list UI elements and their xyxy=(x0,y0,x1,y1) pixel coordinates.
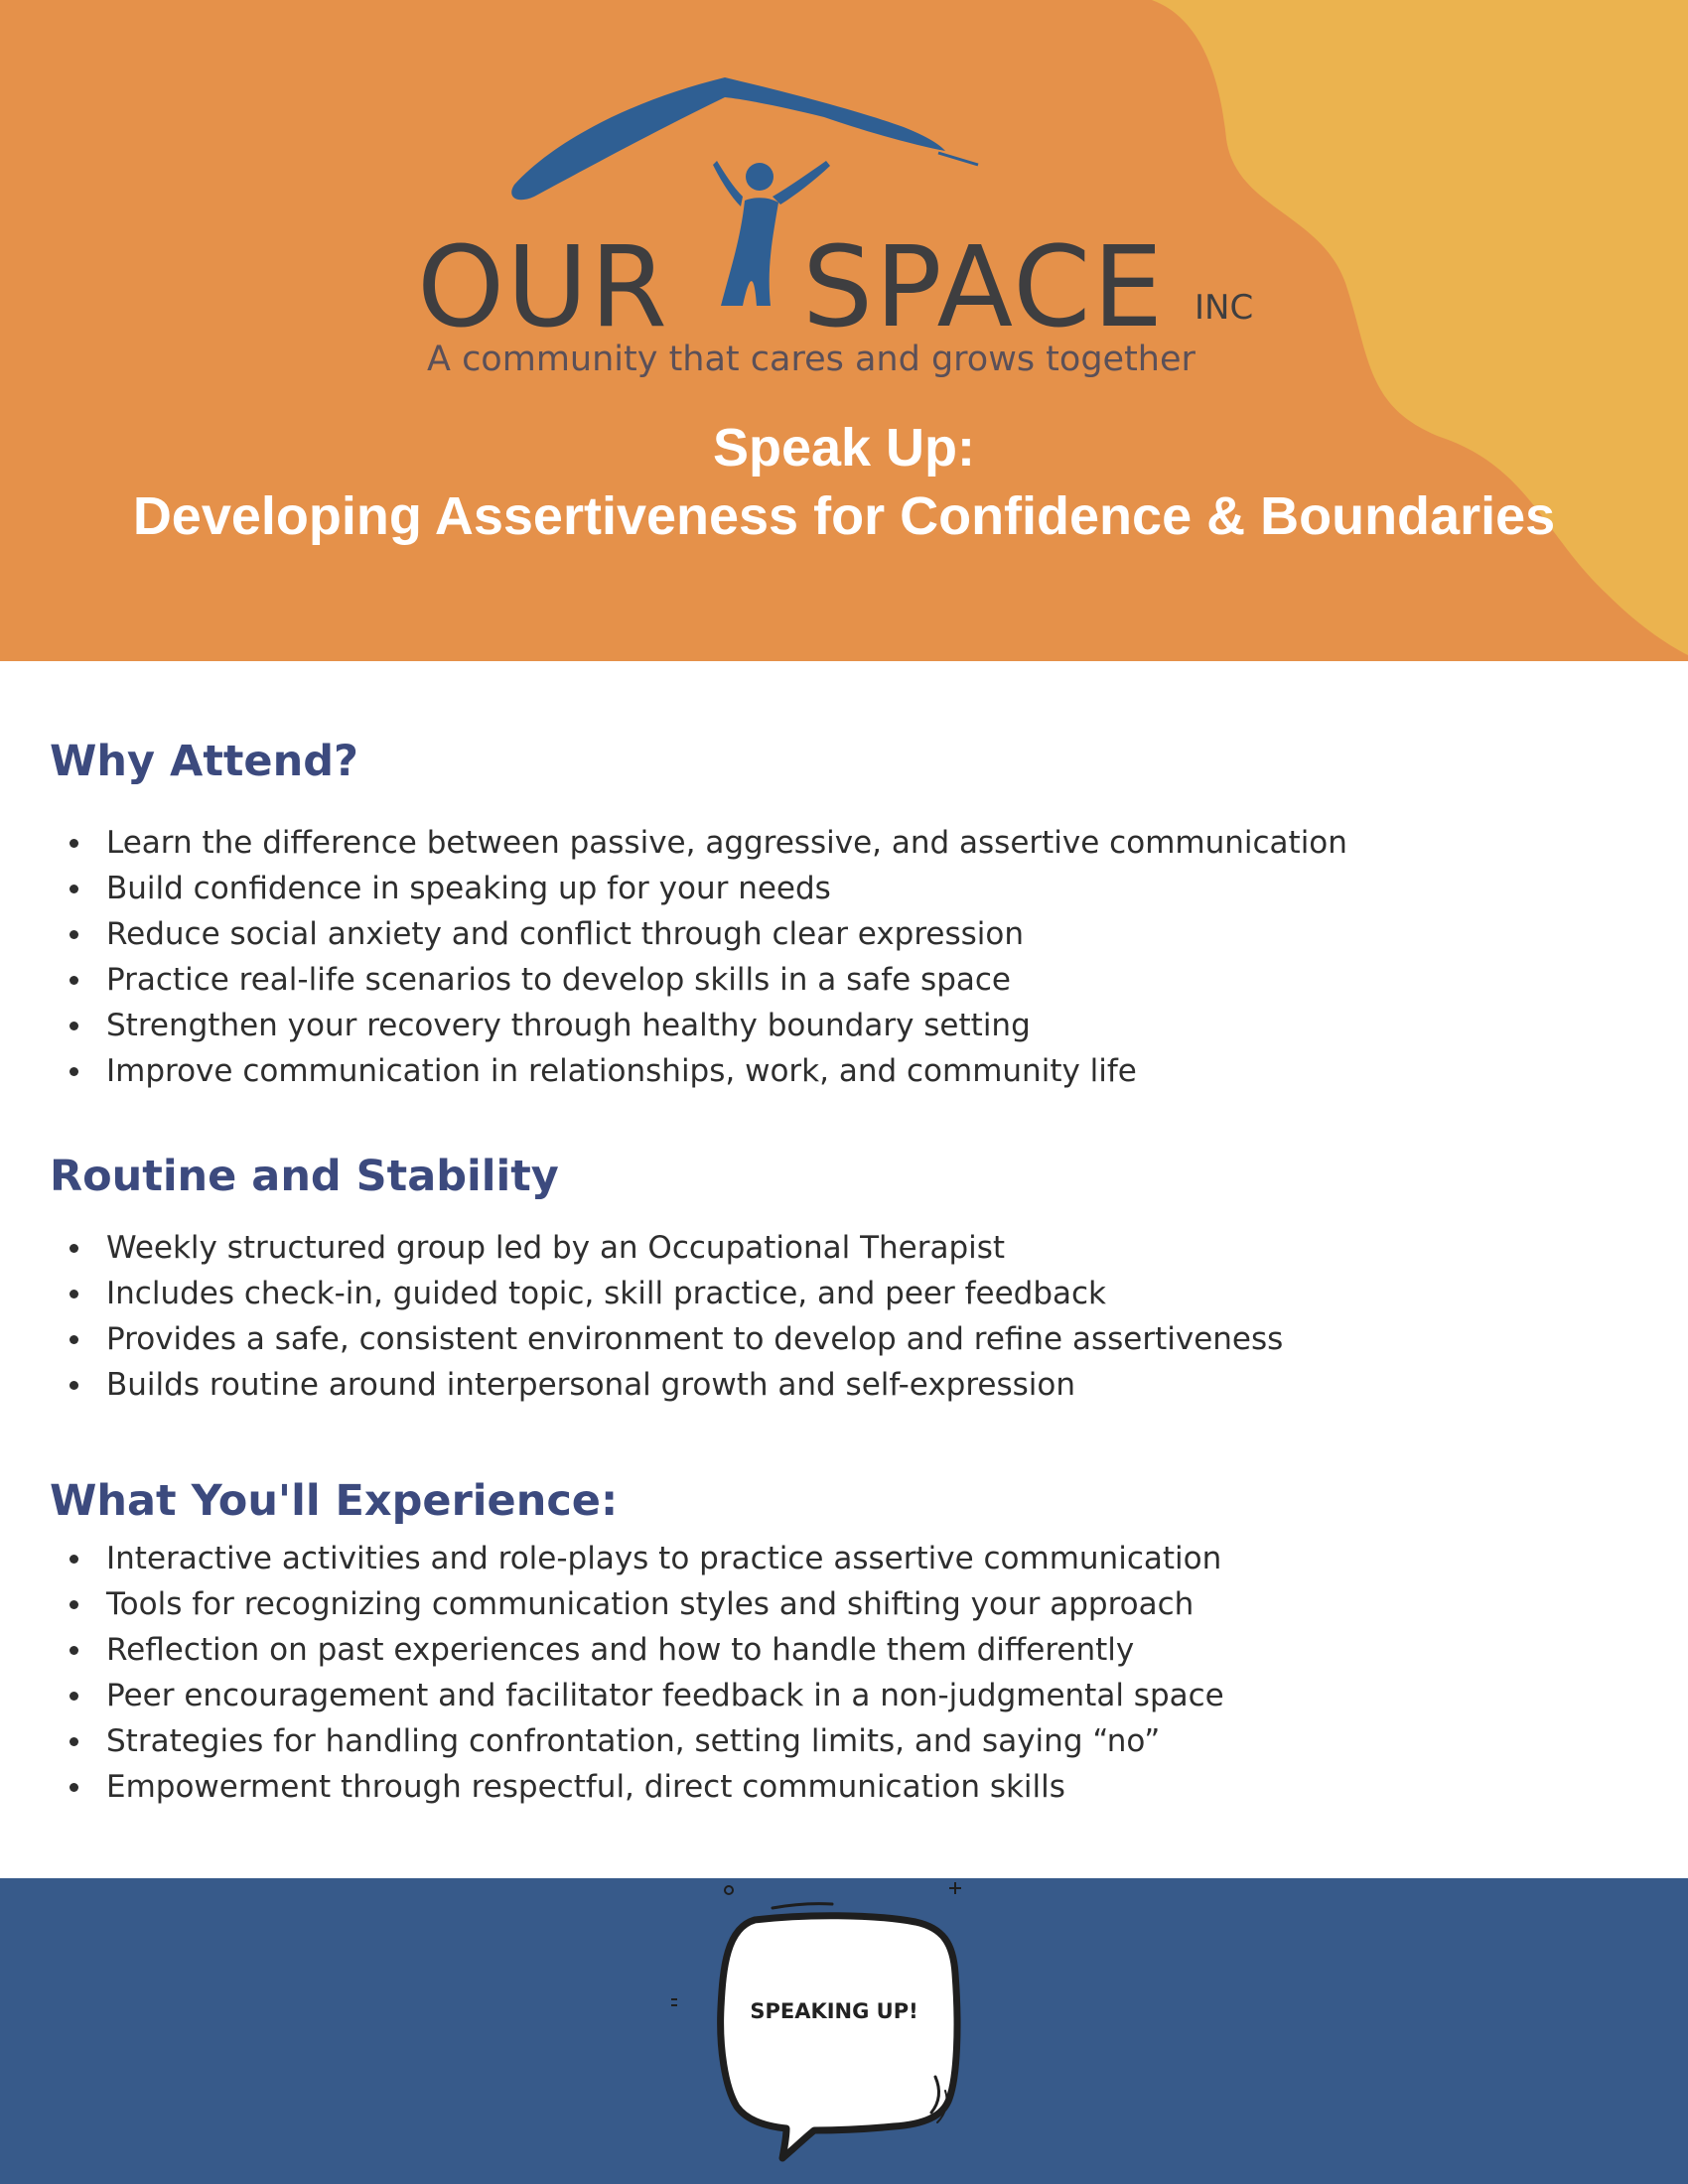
speech-bubble-text: SPEAKING UP! xyxy=(750,1999,918,2023)
speech-bubble-icon xyxy=(655,1878,1033,2184)
list-item: Strengthen your recovery through healthy boundary setting xyxy=(50,1003,1347,1048)
logo-suffix-inc: INC xyxy=(1195,288,1254,328)
bullet-list-routine xyxy=(50,1225,1283,1408)
section-heading-why-attend: Why Attend? xyxy=(50,737,358,786)
page-title-line2: Developing Assertiveness for Confidence & Boundaries xyxy=(132,486,1556,546)
page-title-line1: Speak Up: xyxy=(712,418,976,478)
list-item: Weekly structured group led by an Occupational Therapist xyxy=(50,1225,1283,1271)
list-item: Interactive activities and role-plays to practice assertive communication xyxy=(50,1536,1224,1581)
list-item: Strategies for handling confrontation, setting limits, and saying “no” xyxy=(50,1718,1224,1764)
list-item: Peer encouragement and facilitator feedback in a non-judgmental space xyxy=(50,1673,1224,1718)
list-item: Reflection on past experiences and how to handle them differently xyxy=(50,1627,1224,1673)
list-item: Tools for recognizing communication styles and shifting your approach xyxy=(50,1581,1224,1627)
section-heading-experience: What You'll Experience: xyxy=(50,1476,619,1526)
header-banner xyxy=(0,0,1688,661)
footer-band xyxy=(0,1878,1688,2184)
bullet-list-why-attend xyxy=(50,820,1347,1094)
list-item: Improve communication in relationships, work, and community life xyxy=(50,1048,1347,1094)
logo-word-space: SPACE xyxy=(802,223,1166,352)
list-item: Includes check-in, guided topic, skill practice, and peer feedback xyxy=(50,1271,1283,1316)
logo-tagline: A community that cares and grows together xyxy=(427,340,1196,379)
list-item: Learn the difference between passive, aggressive, and assertive communication xyxy=(50,820,1347,866)
section-heading-routine: Routine and Stability xyxy=(50,1152,559,1201)
list-item: Reduce social anxiety and conflict through clear expression xyxy=(50,911,1347,957)
logo-word-our: OUR xyxy=(417,223,669,352)
list-item: Empowerment through respectful, direct communication skills xyxy=(50,1764,1224,1810)
list-item: Build confidence in speaking up for your needs xyxy=(50,866,1347,911)
list-item: Provides a safe, consistent environment to develop and refine assertiveness xyxy=(50,1316,1283,1362)
list-item: Practice real-life scenarios to develop skills in a safe space xyxy=(50,957,1347,1003)
list-item: Builds routine around interpersonal growth and self-expression xyxy=(50,1362,1283,1408)
bullet-list-experience xyxy=(50,1536,1224,1810)
our-space-logo xyxy=(397,69,1291,397)
